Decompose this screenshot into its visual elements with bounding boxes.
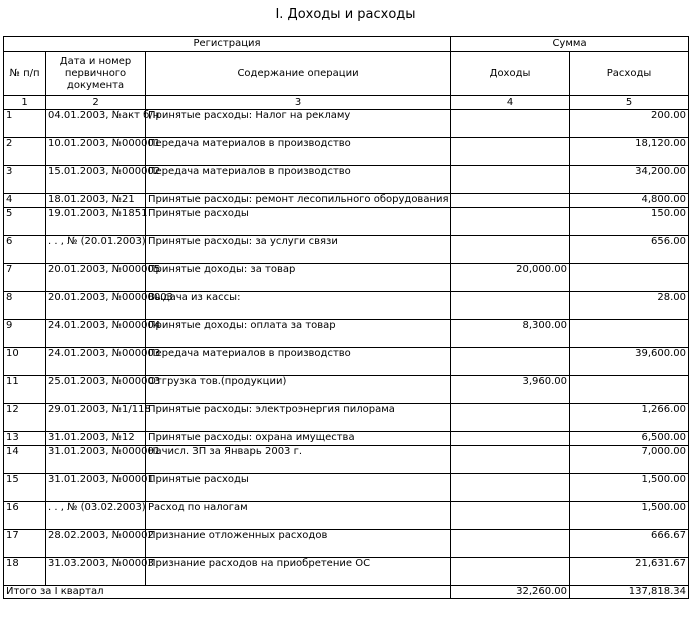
- income-cell: [451, 292, 570, 320]
- income-cell: [451, 348, 570, 376]
- row-number-cell: 12: [4, 404, 46, 432]
- row-number-cell: 17: [4, 530, 46, 558]
- expense-cell: 1,266.00: [570, 404, 689, 432]
- operation-content-cell: Принятые доходы: за товар: [146, 264, 451, 292]
- row-number-cell: 4: [4, 194, 46, 208]
- expense-cell: 200.00: [570, 110, 689, 138]
- document-cell: . . , № (03.02.2003): [46, 502, 146, 530]
- operation-content-cell: Признание отложенных расходов: [146, 530, 451, 558]
- table-row: [4, 474, 689, 502]
- document-cell: 31.01.2003, №12: [46, 432, 146, 446]
- operation-content-cell: Принятые расходы: электроэнергия пилорама: [146, 404, 451, 432]
- document-cell: 04.01.2003, №акт б/н: [46, 110, 146, 138]
- column-number-3: 3: [146, 96, 451, 110]
- expense-cell: 21,631.67: [570, 558, 689, 586]
- row-number-cell: 15: [4, 474, 46, 502]
- expense-cell: 7,000.00: [570, 446, 689, 474]
- income-cell: [451, 474, 570, 502]
- operation-content-header: Содержание операции: [146, 52, 451, 96]
- expense-cell: 666.67: [570, 530, 689, 558]
- operation-content-cell: Принятые расходы: ремонт лесопильного оборудования: [146, 194, 451, 208]
- row-number-cell: 13: [4, 432, 46, 446]
- operation-content-cell: Признание расходов на приобретение ОС: [146, 558, 451, 586]
- page-title: I. Доходы и расходы: [275, 7, 416, 22]
- table-row: [4, 432, 689, 446]
- row-number-cell: 8: [4, 292, 46, 320]
- income-cell: [451, 530, 570, 558]
- column-number-4: 4: [451, 96, 570, 110]
- document-cell: 31.01.2003, №000001: [46, 446, 146, 474]
- table-row: [4, 194, 689, 208]
- operation-content-cell: Передача материалов в производство: [146, 166, 451, 194]
- document-cell: 10.01.2003, №000001: [46, 138, 146, 166]
- row-number-cell: 6: [4, 236, 46, 264]
- document-header: Дата и номер первичного документа: [46, 52, 146, 96]
- income-cell: [451, 208, 570, 236]
- expense-cell: 1,500.00: [570, 474, 689, 502]
- operation-content-cell: Принятые расходы: охрана имущества: [146, 432, 451, 446]
- expense-cell: [570, 264, 689, 292]
- table-row: [4, 138, 689, 166]
- operation-content-cell: Отгрузка тов.(продукции): [146, 376, 451, 404]
- document-cell: 20.01.2003, №00000003: [46, 292, 146, 320]
- income-header: Доходы: [451, 52, 570, 96]
- row-number-cell: 7: [4, 264, 46, 292]
- total-expense: 137,818.34: [570, 586, 689, 599]
- row-number-cell: 3: [4, 166, 46, 194]
- row-number-cell: 5: [4, 208, 46, 236]
- row-number-cell: 14: [4, 446, 46, 474]
- column-number-2: 2: [46, 96, 146, 110]
- table-row: [4, 236, 689, 264]
- expense-cell: 150.00: [570, 208, 689, 236]
- operation-content-cell: Принятые расходы: [146, 208, 451, 236]
- document-cell: 25.01.2003, №000003: [46, 376, 146, 404]
- operation-content-cell: Принятые расходы: [146, 474, 451, 502]
- operation-content-cell: Принятые расходы: Налог на рекламу: [146, 110, 451, 138]
- table-row: [4, 166, 689, 194]
- income-cell: [451, 432, 570, 446]
- row-number-cell: 16: [4, 502, 46, 530]
- document-cell: 24.01.2003, №000003: [46, 348, 146, 376]
- income-cell: [451, 236, 570, 264]
- document-cell: 28.02.2003, №00002: [46, 530, 146, 558]
- expense-cell: 6,500.00: [570, 432, 689, 446]
- document-cell: 24.01.2003, №000004: [46, 320, 146, 348]
- row-number-cell: 18: [4, 558, 46, 586]
- expense-header: Расходы: [570, 52, 689, 96]
- total-label: Итого за I квартал: [4, 586, 451, 599]
- expense-cell: 1,500.00: [570, 502, 689, 530]
- operation-content-cell: Начисл. ЗП за Январь 2003 г.: [146, 446, 451, 474]
- total-row: [4, 586, 689, 599]
- operation-content-cell: Выдача из кассы:: [146, 292, 451, 320]
- expense-cell: 18,120.00: [570, 138, 689, 166]
- income-cell: 20,000.00: [451, 264, 570, 292]
- document-cell: 20.01.2003, №000005: [46, 264, 146, 292]
- row-number-cell: 10: [4, 348, 46, 376]
- income-cell: [451, 404, 570, 432]
- expense-cell: 28.00: [570, 292, 689, 320]
- row-number-cell: 9: [4, 320, 46, 348]
- table-row: [4, 376, 689, 404]
- expense-cell: 39,600.00: [570, 348, 689, 376]
- expense-cell: 656.00: [570, 236, 689, 264]
- document-cell: 31.03.2003, №00003: [46, 558, 146, 586]
- operation-content-cell: Принятые расходы: за услуги связи: [146, 236, 451, 264]
- operation-content-cell: Передача материалов в производство: [146, 348, 451, 376]
- income-cell: [451, 558, 570, 586]
- table-row: [4, 264, 689, 292]
- registration-group-header: Регистрация: [4, 37, 451, 52]
- operation-content-cell: Расход по налогам: [146, 502, 451, 530]
- income-cell: [451, 502, 570, 530]
- table-row: [4, 348, 689, 376]
- row-number-header: № п/п: [4, 52, 46, 96]
- table-row: [4, 292, 689, 320]
- table-row: [4, 530, 689, 558]
- income-cell: [451, 138, 570, 166]
- table-row: [4, 404, 689, 432]
- row-number-cell: 1: [4, 110, 46, 138]
- expense-cell: [570, 320, 689, 348]
- table-row: [4, 320, 689, 348]
- document-cell: 18.01.2003, №21: [46, 194, 146, 208]
- row-number-cell: 2: [4, 138, 46, 166]
- income-cell: [451, 194, 570, 208]
- document-cell: . . , № (20.01.2003): [46, 236, 146, 264]
- income-cell: [451, 166, 570, 194]
- document-cell: 15.01.2003, №000002: [46, 166, 146, 194]
- expense-cell: [570, 376, 689, 404]
- sum-group-header: Сумма: [451, 37, 689, 52]
- expense-cell: 34,200.00: [570, 166, 689, 194]
- column-number-5: 5: [570, 96, 689, 110]
- table-row: [4, 110, 689, 138]
- table-row: [4, 446, 689, 474]
- operation-content-cell: Передача материалов в производство: [146, 138, 451, 166]
- income-cell: 3,960.00: [451, 376, 570, 404]
- table-row: [4, 502, 689, 530]
- document-cell: 29.01.2003, №1/118: [46, 404, 146, 432]
- table-row: [4, 558, 689, 586]
- table-row: [4, 208, 689, 236]
- income-cell: 8,300.00: [451, 320, 570, 348]
- total-income: 32,260.00: [451, 586, 570, 599]
- income-expense-table: [3, 36, 689, 599]
- ledger-body: [4, 110, 689, 586]
- income-cell: [451, 446, 570, 474]
- operation-content-cell: Принятые доходы: оплата за товар: [146, 320, 451, 348]
- document-cell: 19.01.2003, №1851: [46, 208, 146, 236]
- column-number-1: 1: [4, 96, 46, 110]
- income-cell: [451, 110, 570, 138]
- expense-cell: 4,800.00: [570, 194, 689, 208]
- document-cell: 31.01.2003, №00001: [46, 474, 146, 502]
- row-number-cell: 11: [4, 376, 46, 404]
